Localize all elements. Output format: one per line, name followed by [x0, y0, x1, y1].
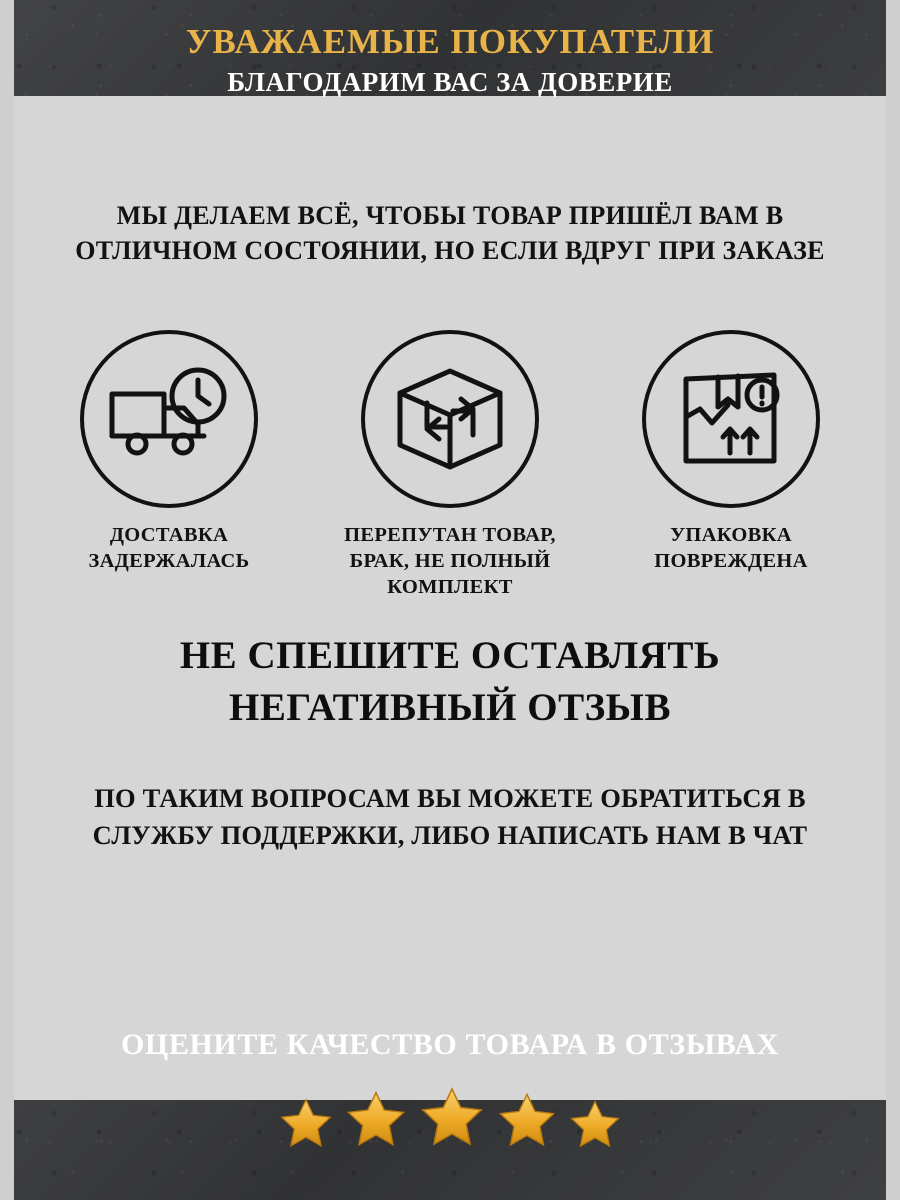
issue-item-wrong-goods [319, 330, 581, 601]
footer-text: ОЦЕНИТЕ КАЧЕСТВО ТОВАРА В ОТЗЫВАХ [120, 1028, 780, 1061]
issue-item-delivery [38, 330, 300, 601]
rating-stars[interactable] [0, 1082, 900, 1154]
star-icon[interactable] [415, 1082, 489, 1154]
intro-text: МЫ ДЕЛАЕМ ВСЁ, ЧТОБЫ ТОВАР ПРИШЁЛ ВАМ В ОТЛИЧНОМ СОСТОЯНИИ, НО ЕСЛИ ВДРУГ ПРИ ЗАКАЗЕ [75, 201, 825, 266]
header-subtitle: БЛАГОДАРИМ ВАС ЗА ДОВЕРИЕ [227, 67, 673, 98]
delivery-truck-clock-icon [80, 330, 258, 508]
issue-item-damaged-package [600, 330, 862, 601]
issues-row [38, 330, 862, 601]
left-edge-strip [0, 0, 14, 1200]
headline-text: НЕ СПЕШИТЕ ОСТАВЛЯТЬ НЕГАТИВНЫЙ ОТЗЫВ [179, 634, 721, 730]
star-icon[interactable] [275, 1094, 337, 1154]
star-icon[interactable] [341, 1086, 411, 1154]
damaged-package-icon [642, 330, 820, 508]
support-text: ПО ТАКИМ ВОПРОСАМ ВЫ МОЖЕТЕ ОБРАТИТЬСЯ В СЛУЖБУ ПОДДЕРЖКИ, ЛИБО НАПИСАТЬ НАМ В ЧАТ [92, 783, 808, 850]
issue-caption-wrong-goods: ПЕРЕПУТАН ТОВАР, БРАК, НЕ ПОЛНЫЙ КОМПЛЕКТ [344, 524, 556, 599]
box-return-arrow-icon [361, 330, 539, 508]
header [0, 22, 900, 99]
header-title: УВАЖАЕМЫЕ ПОКУПАТЕЛИ [185, 22, 715, 61]
footer [0, 1026, 900, 1154]
star-icon[interactable] [565, 1096, 625, 1154]
issue-caption-damaged-package: УПАКОВКА ПОВРЕЖДЕНА [654, 524, 808, 573]
issue-caption-delivery: ДОСТАВКА ЗАДЕРЖАЛАСЬ [88, 524, 250, 573]
right-edge-strip [886, 0, 900, 1200]
star-icon[interactable] [493, 1088, 561, 1154]
